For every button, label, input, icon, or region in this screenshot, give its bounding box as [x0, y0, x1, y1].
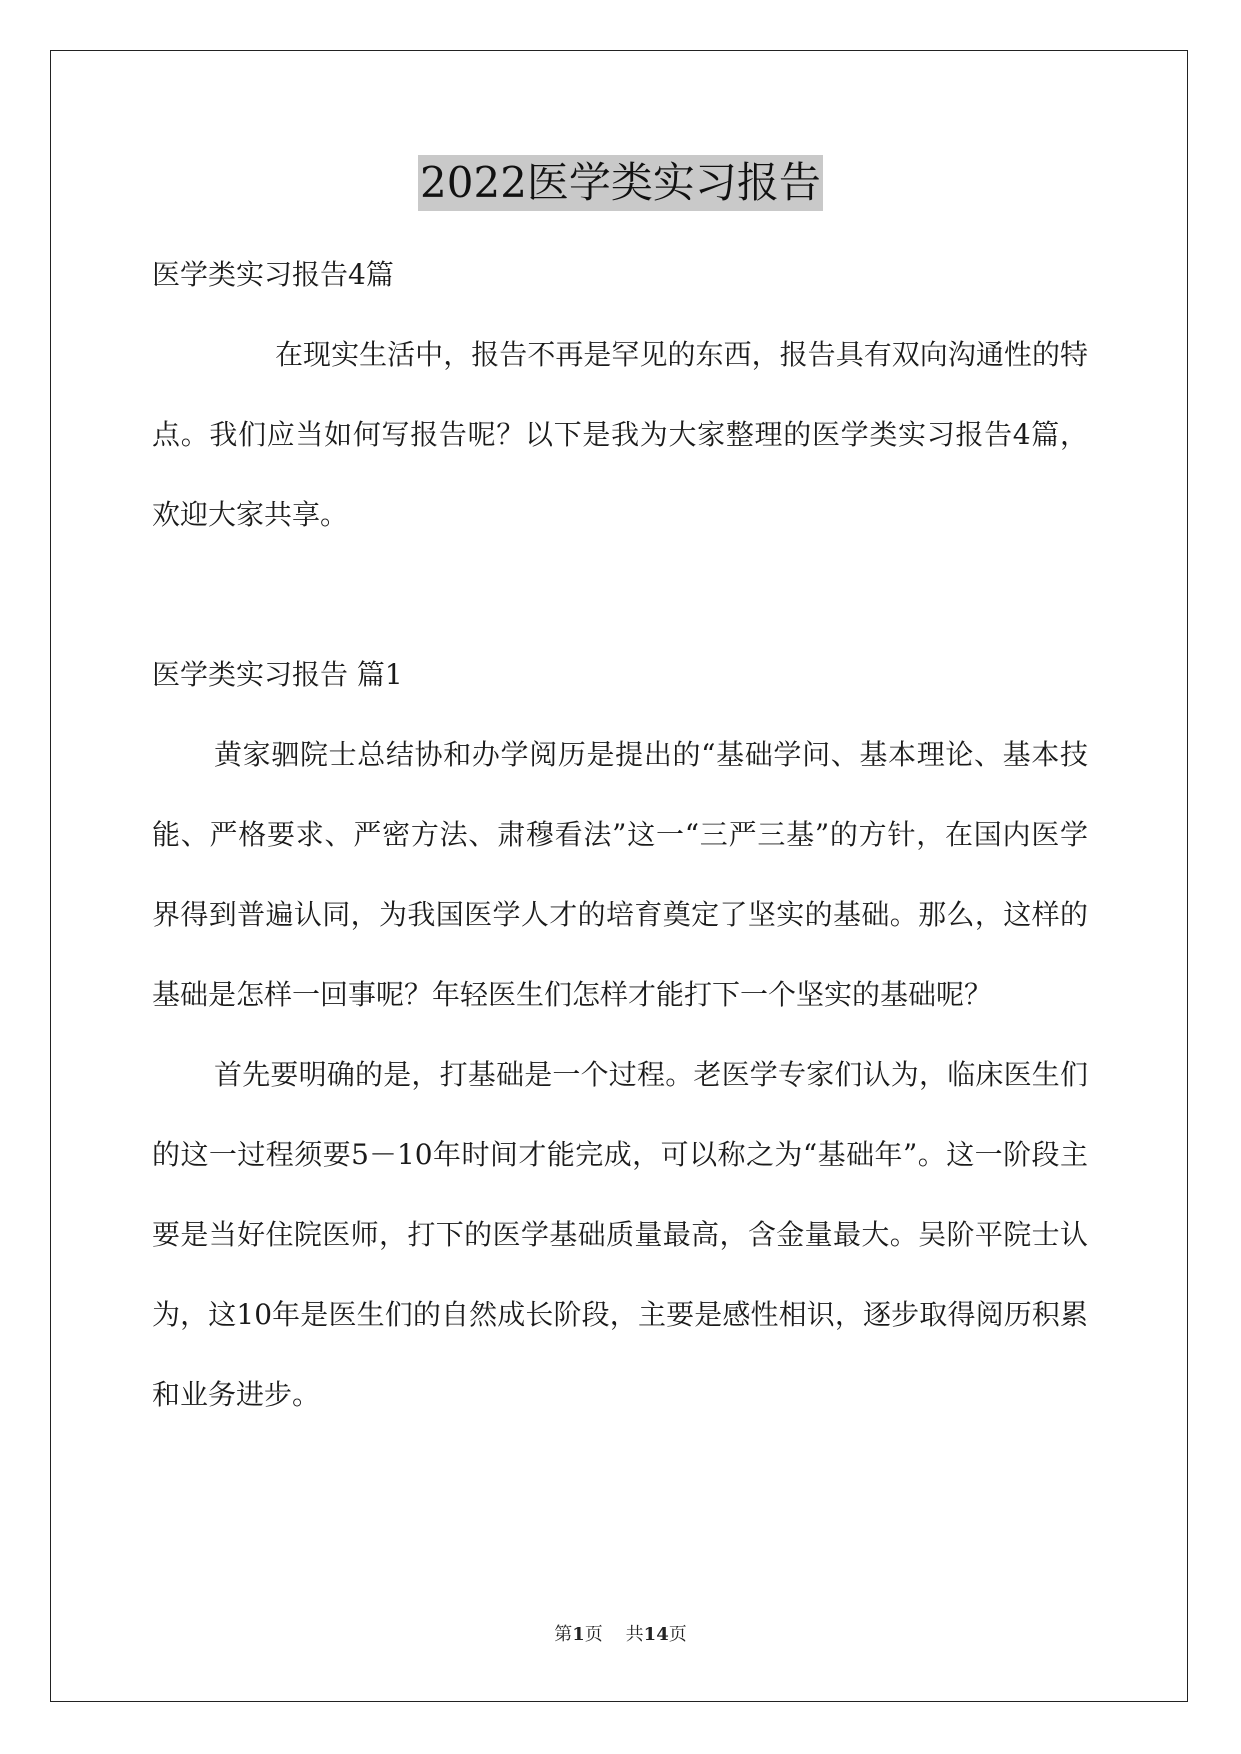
total-suffix: 页 [668, 1624, 687, 1645]
document-body [152, 235, 1088, 1435]
body-paragraph-1: 黄家驷院士总结协和办学阅历是提出的“基础学问、基本理论、基本技能、严格要求、严密方法、肃穆看法”这一“三严三基”的方针，在国内医学界得到普遍认同，为我国医学人才的培育奠定了坚实的基础。那么，这样的基础是怎样一回事呢？年轻医生们怎样才能打下一个坚实的基础呢？ [152, 738, 1088, 1011]
document-title: 2022医学类实习报告 [418, 155, 823, 211]
spacer [152, 555, 1088, 635]
total-prefix: 共 [625, 1624, 644, 1645]
document-subtitle: 医学类实习报告4篇 [152, 258, 394, 291]
page-prefix: 第 [554, 1624, 573, 1645]
page-footer [0, 1620, 1241, 1646]
body-paragraph-2: 首先要明确的是，打基础是一个过程。老医学专家们认为，临床医生们的这一过程须要5－10年时间才能完成，可以称之为“基础年”。这一阶段主要是当好住院医师，打下的医学基础质量最高，含金量最大。吴阶平院士认为，这10年是医生们的自然成长阶段，主要是感性相识，逐步取得阅历积累和业务进步。 [152, 1058, 1088, 1411]
page-number: 1 [572, 1624, 585, 1645]
title-container [0, 155, 1241, 211]
intro-paragraph: 在现实生活中，报告不再是罕见的东西，报告具有双向沟通性的特点。我们应当如何写报告呢？以下是我为大家整理的医学类实习报告4篇，欢迎大家共享。 [152, 338, 1088, 531]
section-heading: 医学类实习报告 篇1 [152, 658, 403, 691]
page-suffix: 页 [584, 1624, 603, 1645]
total-pages: 14 [643, 1624, 669, 1645]
